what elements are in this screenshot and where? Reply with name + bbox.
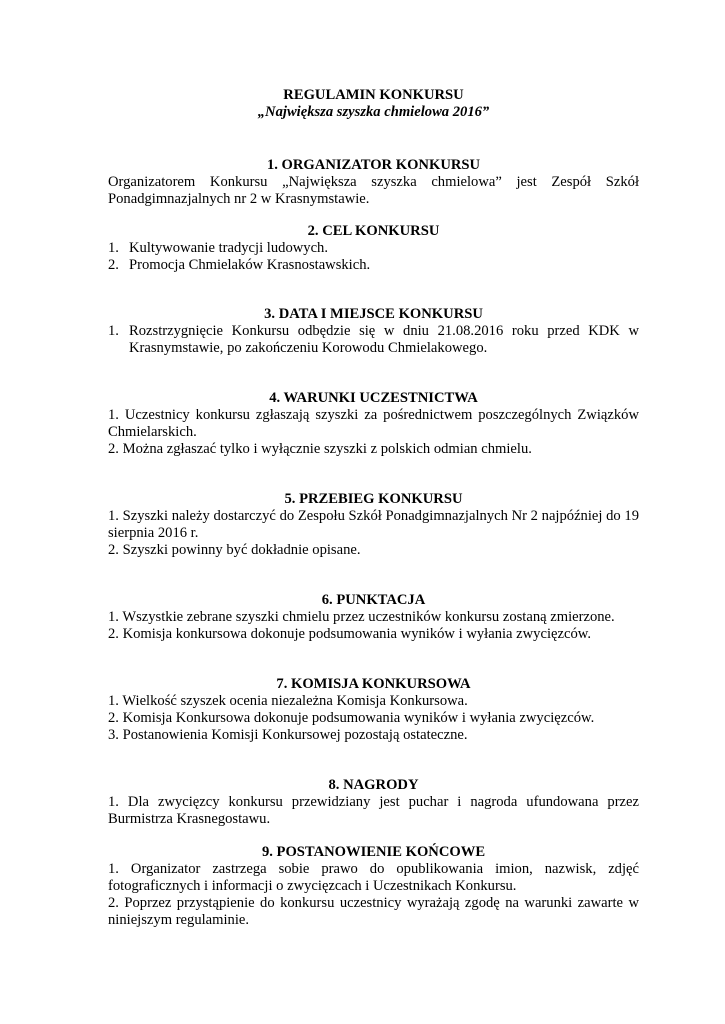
section-heading: 6. PUNKTACJA: [321, 592, 426, 608]
section-date-place: [108, 306, 639, 357]
section-heading: 9. POSTANOWIENIE KOŃCOWE: [261, 844, 486, 860]
section-paragraph: 1. Szyszki należy dostarczyć do Zespołu Szkół Ponadgimnazjalnych Nr 2 najpóźniej do 19 sierpnia 2016 r.: [108, 508, 639, 541]
document-subtitle: „Największa szyszka chmielowa 2016”: [257, 104, 490, 120]
section-paragraph: 1. Dla zwycięzcy konkursu przewidziany jest puchar i nagroda ufundowana przez Burmistrza Krasnegostawu.: [108, 794, 639, 827]
section-paragraph: 3. Postanowienia Komisji Konkursowej pozostają ostateczne.: [108, 727, 468, 743]
numbered-list: [108, 323, 639, 357]
list-item: [108, 323, 639, 357]
list-item: [108, 240, 639, 257]
section-heading: 4. WARUNKI UCZESTNICTWA: [269, 390, 478, 406]
list-item-text: Rozstrzygnięcie Konkursu odbędzie się w dniu 21.08.2016 roku przed KDK w Krasnymstawie, po zakończeniu Korowodu Chmielakowego.: [129, 323, 639, 356]
section-goal: [108, 223, 639, 274]
section-paragraph: 1. Wszystkie zebrane szyszki chmielu przez uczestników konkursu zostaną zmierzone.: [108, 609, 615, 625]
section-final-provisions: [108, 844, 639, 929]
section-course: [108, 491, 639, 559]
list-item-number: 1.: [108, 240, 119, 256]
section-awards: [108, 777, 639, 828]
section-paragraph: Organizatorem Konkursu „Największa szyszka chmielowa” jest Zespół Szkół Ponadgimnazjalnych nr 2 w Krasnymstawie.: [108, 174, 639, 207]
list-item-text: Kultywowanie tradycji ludowych.: [129, 240, 328, 256]
section-paragraph: 2. Komisja Konkursowa dokonuje podsumowania wyników i wyłania zwycięzców.: [108, 710, 595, 726]
section-organizer: [108, 157, 639, 208]
section-heading: 2. CEL KONKURSU: [307, 223, 440, 239]
section-paragraph: 2. Szyszki powinny być dokładnie opisane.: [108, 542, 361, 558]
section-heading: 3. DATA I MIEJSCE KONKURSU: [264, 306, 483, 322]
section-committee: [108, 676, 639, 744]
section-paragraph: 1. Wielkość szyszek ocenia niezależna Komisja Konkursowa.: [108, 693, 468, 709]
section-paragraph: 2. Komisja konkursowa dokonuje podsumowania wyników i wyłania zwycięzców.: [108, 626, 591, 642]
section-heading: 5. PRZEBIEG KONKURSU: [284, 491, 463, 507]
section-scoring: [108, 592, 639, 643]
list-item: [108, 257, 639, 274]
section-heading: 1. ORGANIZATOR KONKURSU: [266, 157, 481, 173]
numbered-list: [108, 240, 639, 274]
list-item-number: 1.: [108, 323, 119, 339]
section-paragraph: 2. Poprzez przystąpienie do konkursu uczestnicy wyrażają zgodę na warunki zawarte w niniejszym regulaminie.: [108, 895, 639, 928]
section-heading: 7. KOMISJA KONKURSOWA: [276, 676, 471, 692]
section-paragraph: 2. Można zgłaszać tylko i wyłącznie szyszki z polskich odmian chmielu.: [108, 441, 532, 457]
list-item-number: 2.: [108, 257, 119, 273]
document-body: [108, 87, 639, 929]
section-paragraph: 1. Uczestnicy konkursu zgłaszają szyszki za pośrednictwem poszczególnych Związków Chmielarskich.: [108, 407, 639, 440]
document-title: REGULAMIN KONKURSU: [283, 87, 464, 103]
section-heading: 8. NAGRODY: [328, 777, 419, 793]
section-participation: [108, 390, 639, 458]
section-paragraph: 1. Organizator zastrzega sobie prawo do opublikowania imion, nazwisk, zdjęć fotograficznych i informacji o zwycięzcach i Uczestnikach Konkursu.: [108, 861, 639, 894]
list-item-text: Promocja Chmielaków Krasnostawskich.: [129, 257, 371, 273]
